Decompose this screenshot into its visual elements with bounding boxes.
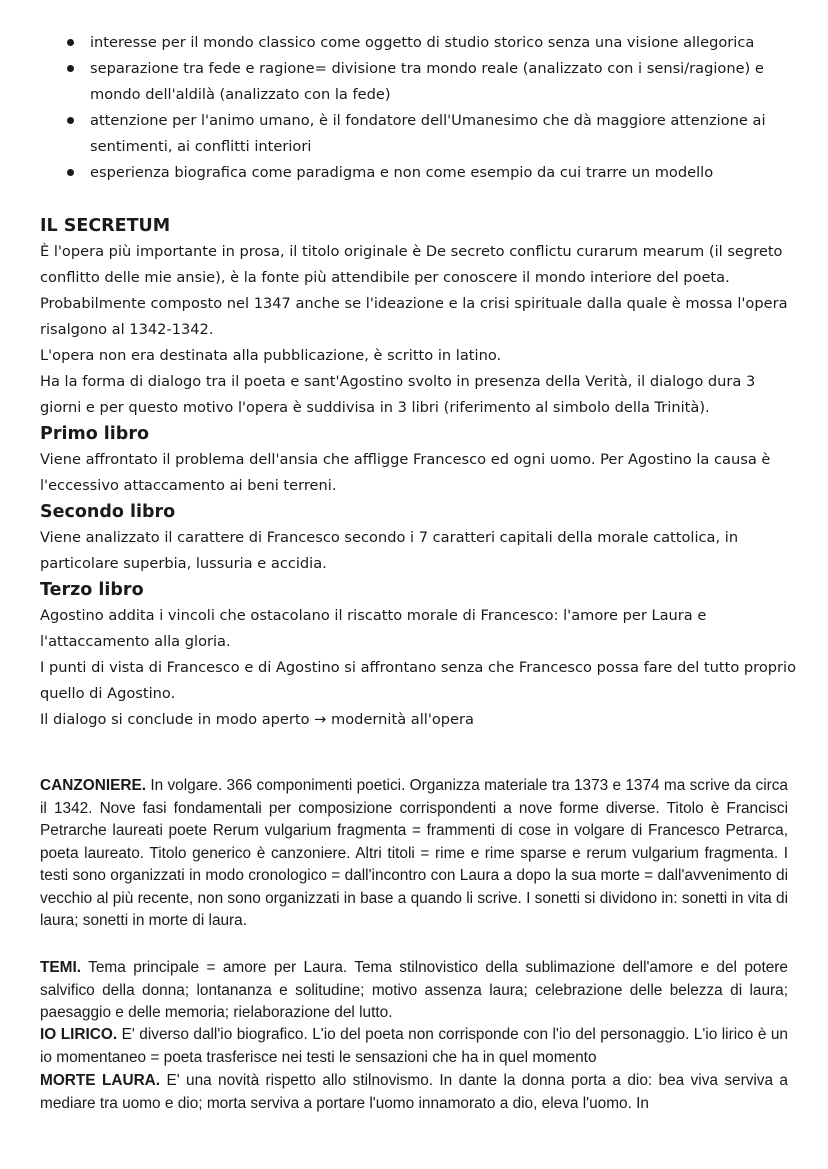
list-item [40, 30, 800, 56]
canzoniere-label: CANZONIERE. [40, 777, 147, 794]
paragraph: Viene affrontato il problema dell'ansia che affligge Francesco ed ogni uomo. Per Agostino la causa è l'eccessivo attaccamento ai beni terreni. [40, 451, 771, 494]
morte-laura-paragraph [40, 1070, 788, 1115]
temi-paragraph [40, 957, 788, 1025]
io-lirico-text: E' diverso dall'io biografico. L'io del poeta non corrisponde con l'io del personaggio. L'io lirico è un io momentaneo = poeta trasferisce nei testi le sensazioni che ha in quel momento [40, 1026, 788, 1066]
paragraph: È l'opera più importante in prosa, il titolo originale è De secreto conflictu curarum mearum (il segreto conflitto delle mie ansie), è la fonte più attendibile per conoscere il mondo interiore del poeta. [40, 243, 783, 286]
paragraph: Probabilmente composto nel 1347 anche se l'ideazione e la crisi spirituale dalla quale è mossa l'opera risalgono al 1342-1342. [40, 295, 788, 338]
subheading-book2: Secondo libro [40, 502, 176, 522]
paragraph: Il dialogo si conclude in modo aperto → modernità all'opera [40, 711, 474, 728]
list-item-text: attenzione per l'animo umano, è il fondatore dell'Umanesimo che dà maggiore attenzione ai sentimenti, ai conflitti interiori [90, 112, 766, 155]
canzoniere-paragraph [40, 775, 788, 933]
paragraph: L'opera non era destinata alla pubblicazione, è scritto in latino. [40, 347, 502, 364]
list-item [40, 160, 800, 186]
list-item-text: esperienza biografica come paradigma e non come esempio da cui trarre un modello [90, 164, 714, 181]
paragraph: Agostino addita i vincoli che ostacolano il riscatto morale di Francesco: l'amore per Laura e l'attaccamento alla gloria. [40, 607, 707, 650]
morte-laura-label: MORTE LAURA. [40, 1072, 161, 1089]
bullet-icon [67, 117, 74, 124]
subheading-book3: Terzo libro [40, 580, 144, 600]
list-item-text: interesse per il mondo classico come oggetto di studio storico senza una visione allegorica [90, 34, 755, 51]
bullet-icon [67, 169, 74, 176]
list-item [40, 56, 800, 108]
paragraph: Viene analizzato il carattere di Francesco secondo i 7 caratteri capitali della morale cattolica, in particolare superbia, lussuria e accidia. [40, 529, 739, 572]
morte-laura-text: E' una novità rispetto allo stilnovismo. In dante la donna porta a dio: bea viva serviva a mediare tra uomo e dio; morta serviva a portare l'uomo innamorato a dio, eleva l'uomo. In [40, 1072, 788, 1112]
temi-text: Tema principale = amore per Laura. Tema stilnovistico della sublimazione dell'amore e del potere salvifico della donna; lontananza e solitudine; motivo assenza laura; celebrazione delle belezza di laura; paesaggio e delle memoria; rielaborazione del lutto. [40, 959, 788, 1021]
section-heading: IL SECRETUM [40, 216, 171, 236]
io-lirico-label: IO LIRICO. [40, 1026, 118, 1043]
bullet-list [40, 30, 800, 186]
bullet-icon [67, 39, 74, 46]
bullet-icon [67, 65, 74, 72]
subheading-book1: Primo libro [40, 424, 149, 444]
list-item [40, 108, 800, 160]
secretum-section [40, 213, 800, 733]
paragraph: I punti di vista di Francesco e di Agostino si affrontano senza che Francesco possa fare del tutto proprio quello di Agostino. [40, 659, 797, 702]
temi-label: TEMI. [40, 959, 82, 976]
canzoniere-text: In volgare. 366 componimenti poetici. Organizza materiale tra 1373 e 1374 ma scrive da circa il 1342. Nove fasi fondamentali per composizione corrispondenti a nove forme diverse. Titolo è Francisci Petrarche laureati poete Rerum vulgarium fragmenta = frammenti di cose in volgare di Francesco Petrarca, poeta laureato. Titolo generico è canzoniere. Altri titoli = rime e rime sparse e rerum vulgarium fragmenta. I testi sono organizzati in modo cronologico = dall'incontro con Laura a dopo la sua morte = dall'avvenimento di vecchio al più recente, non sono organizzati in base a quando li scrive. I sonetti si dividono in: sonetti in vita di laura; sonetti in morte di laura. [40, 777, 788, 929]
paragraph: Ha la forma di dialogo tra il poeta e sant'Agostino svolto in presenza della Verità, il dialogo dura 3 giorni e per questo motivo l'opera è suddivisa in 3 libri (riferimento al simbolo della Trinità). [40, 373, 756, 416]
io-lirico-paragraph [40, 1024, 788, 1069]
list-item-text: separazione tra fede e ragione= divisione tra mondo reale (analizzato con i sensi/ragione) e mondo dell'aldilà (analizzato con la fede) [90, 60, 764, 103]
